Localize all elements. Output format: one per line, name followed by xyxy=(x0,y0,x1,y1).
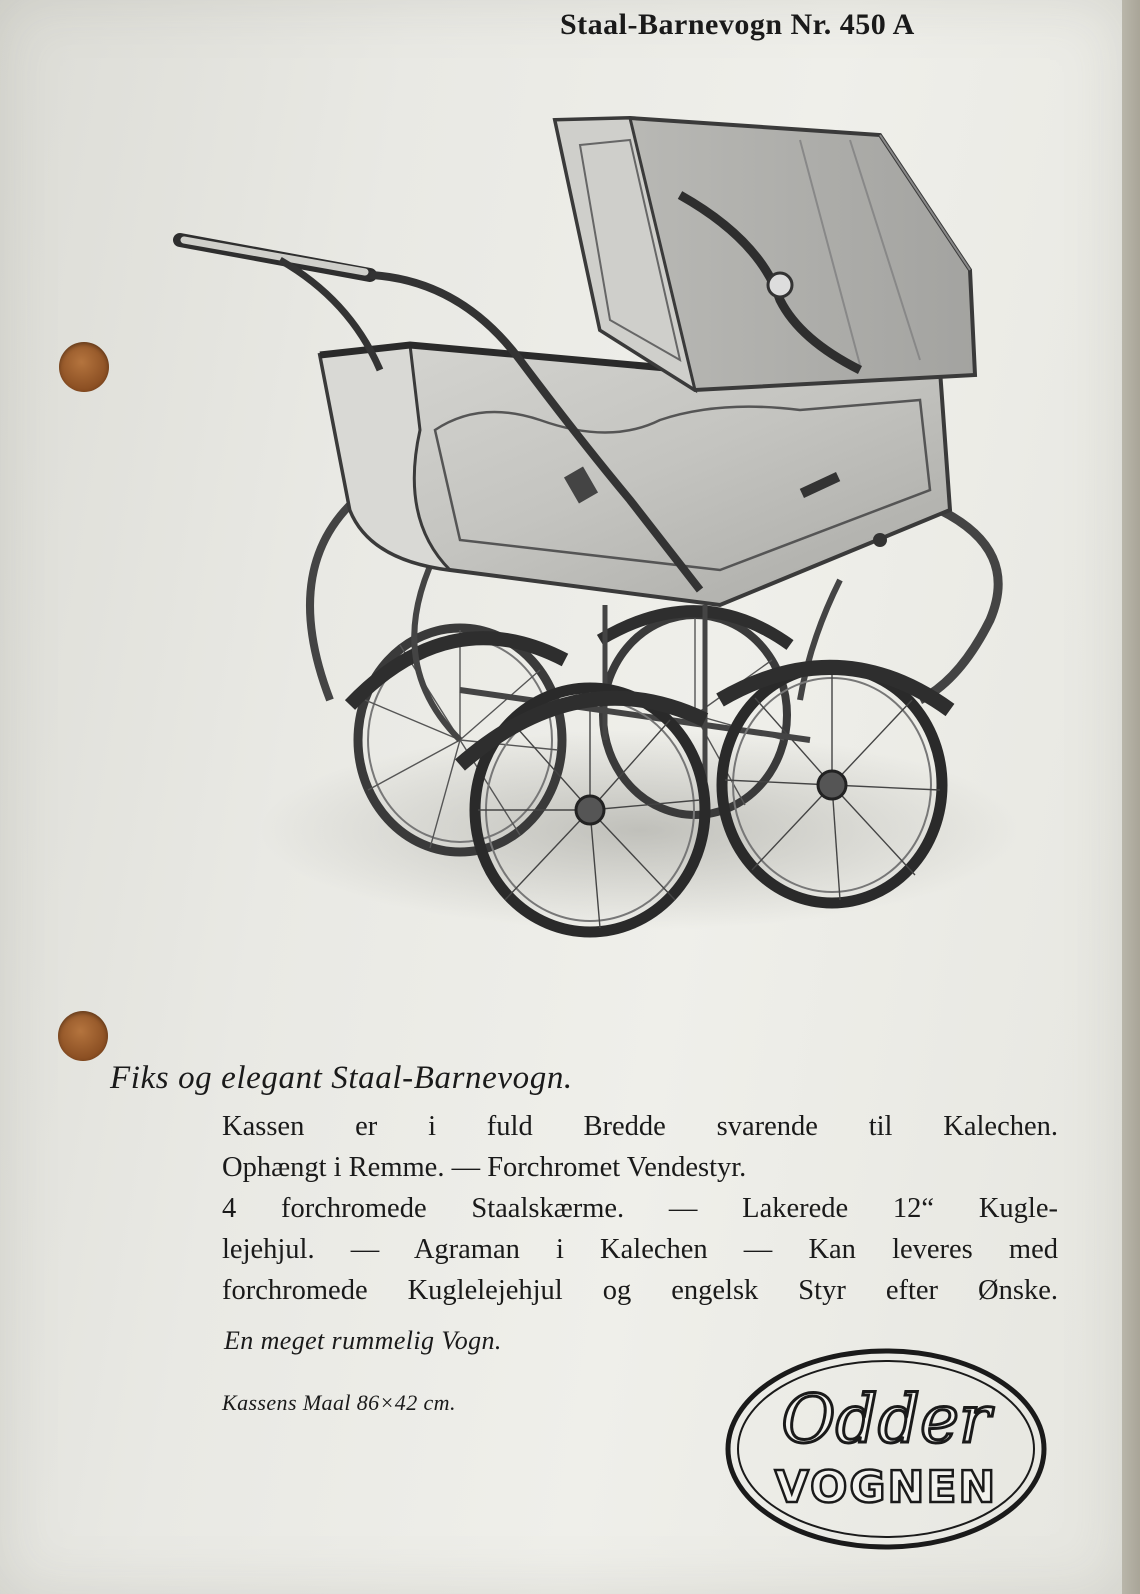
ground-shadow xyxy=(260,730,1020,930)
note-roomy: En meget rummelig Vogn. xyxy=(224,1326,502,1355)
description-line: Kassen er i fuld Bredde svarende til Kalechen. xyxy=(222,1111,1058,1142)
logo-word-text: VOGNEN xyxy=(774,1462,998,1513)
model-title: Staal-Barnevogn Nr. 450 A xyxy=(560,8,915,41)
logo-script-text: Odder xyxy=(781,1381,991,1458)
description-line: forchromede Kuglelejehjul og engelsk Styr efter Ønske. xyxy=(222,1275,1058,1306)
pram-illustration xyxy=(160,100,1040,980)
description-line: Ophængt i Remme. — Forchromet Vendestyr. xyxy=(222,1152,747,1183)
odder-vognen-logo xyxy=(722,1344,1050,1554)
page-edge xyxy=(1122,0,1140,1594)
pram-hood xyxy=(555,118,975,390)
description-line: 4 forchromede Staalskærme. — Lakerede 12“ Kugle- xyxy=(222,1193,1058,1224)
pram-body xyxy=(320,345,950,605)
tagline: Fiks og elegant Staal-Barnevogn. xyxy=(110,1060,573,1096)
rear-fender-left xyxy=(350,638,565,705)
punch-hole-top xyxy=(59,342,109,392)
punch-hole-bottom xyxy=(58,1011,108,1061)
description-paragraph xyxy=(222,1106,1058,1311)
description-line: lejehjul. — Agraman i Kalechen — Kan leveres med xyxy=(222,1234,1058,1265)
box-dimensions: Kassens Maal 86×42 cm. xyxy=(222,1390,456,1415)
